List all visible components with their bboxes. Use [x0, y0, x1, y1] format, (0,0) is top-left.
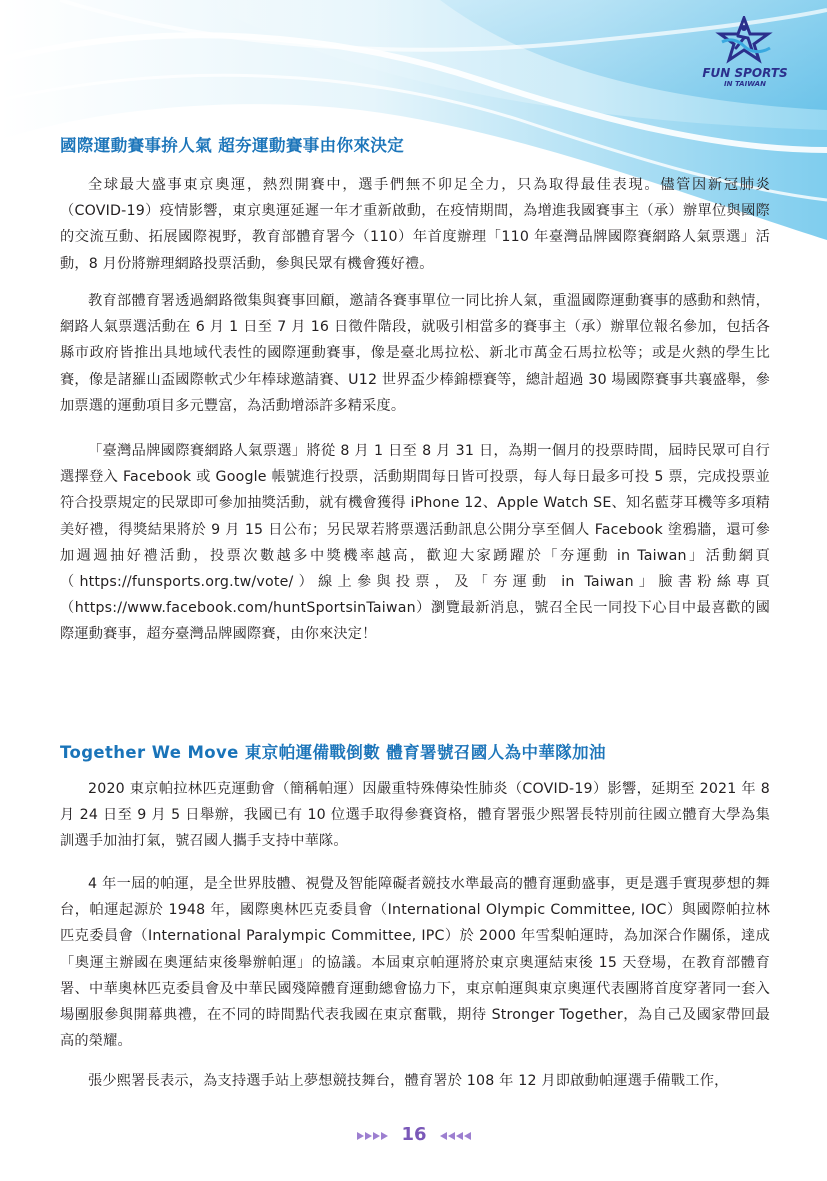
fun-sports-logo — [700, 16, 790, 96]
section-title-1: 國際運動賽事拚人氣 超夯運動賽事由你來決定 — [60, 136, 405, 155]
logo-title: FUN SPORTS — [702, 66, 788, 80]
page-number: 16 — [401, 1124, 427, 1145]
paragraph: 2020 東京帕拉林匹克運動會（簡稱帕運）因嚴重特殊傳染性肺炎（COVID-19）影響，延期至 2021 年 8 月 24 日至 9 月 5 日舉辦，我國已有 10 位選手取得參賽資格，體育署張少熙署長特別前往國立體育大學為集訓選手加油打氣，號召國人攜手支持中華隊。 — [60, 781, 770, 850]
section-title-2: Together We Move 東京帕運備戰倒數 體育署號召國人為中華隊加油 — [60, 743, 606, 762]
right-arrows-icon — [357, 1130, 388, 1142]
star-runner-icon — [714, 16, 774, 64]
paragraph: 張少熙署長表示，為支持選手站上夢想競技舞台，體育署於 108 年 12 月即啟動帕運選手備戰工作， — [88, 1073, 729, 1089]
paragraph: 教育部體育署透過網路徵集與賽事回顧，邀請各賽事單位一同比拚人氣，重溫國際運動賽事的感動和熱情，網路人氣票選活動在 6 月 1 日至 7 月 16 日徵件階段，就吸引相當多的賽事主（承）辦單位報名參加，包括各縣市政府皆推出具地域代表性的國際運動賽事，像是臺北馬拉松、新北市萬金石馬拉松等；或是火熱的學生比賽，像是諸羅山盃國際軟式少年棒球邀請賽、U12 世界盃少棒錦標賽等，總計超過 30 場國際賽事共襄盛舉，參加票選的運動項目多元豐富，為活動增添許多精采度。 — [60, 293, 770, 414]
paragraph: 「臺灣品牌國際賽網路人氣票選」將從 8 月 1 日至 8 月 31 日，為期一個月的投票時間，屆時民眾可自行選擇登入 Facebook 或 Google 帳號進行投票，活動期間每日皆可投票，每人每日最多可投 5 票，完成投票並符合投票規定的民眾即可參加抽獎活動，就有機會獲得 iPhone 12、Apple Watch SE、知名藍芽耳機等多項精美好禮，得獎結果將於 9 月 15 日公布；另民眾若將票選活動訊息公開分享至個人 Facebook 塗鴉牆，還可參加週週抽好禮活動，投票次數越多中獎機率越高，歡迎大家踴躍於「夯運動 in Taiwan」活動網頁（https://funsports.org.tw/vote/）線上參與投票，及「夯運動 in Taiwan」臉書粉絲專頁（https://www.facebook.com/huntSportsinTaiwan）瀏覽最新消息，號召全民一同投下心目中最喜歡的國際運動賽事，超夯臺灣品牌國際賽，由你來決定！ — [60, 443, 770, 643]
logo-subtitle: IN TAIWAN — [724, 80, 766, 88]
left-arrows-icon — [440, 1130, 471, 1142]
paragraph: 4 年一屆的帕運，是全世界肢體、視覺及智能障礙者競技水準最高的體育運動盛事，更是選手實現夢想的舞台，帕運起源於 1948 年，國際奧林匹克委員會（International Olympic Committee, IOC）與國際帕拉林匹克委員會（International Paralympic Committee, IPC）於 2000 年雪梨帕運時，為加深合作關係，達成「奧運主辦國在奧運結束後舉辦帕運」的協議。本屆東京帕運將於東京奧運結束後 15 天登場，在教育部體育署、中華奧林匹克委員會及中華民國殘障體育運動總會協力下，東京帕運與東京奧運代表團將首度穿著同一套入場團服參與開幕典禮，在不同的時間點代表我國在東京奮戰，期待 Stronger Together，為自己及國家帶回最高的榮耀。 — [60, 876, 770, 1050]
paragraph: 全球最大盛事東京奧運，熱烈開賽中，選手們無不卯足全力，只為取得最佳表現。儘管因新冠肺炎（COVID-19）疫情影響，東京奧運延遲一年才重新啟動，在疫情期間，為增進我國賽事主（承）辦單位與國際的交流互動、拓展國際視野，教育部體育署今（110）年首度辦理「110 年臺灣品牌國際賽網路人氣票選」活動，8 月份將辦理網路投票活動，參與民眾有機會獲好禮。 — [60, 177, 770, 272]
page-footer — [0, 1124, 827, 1148]
